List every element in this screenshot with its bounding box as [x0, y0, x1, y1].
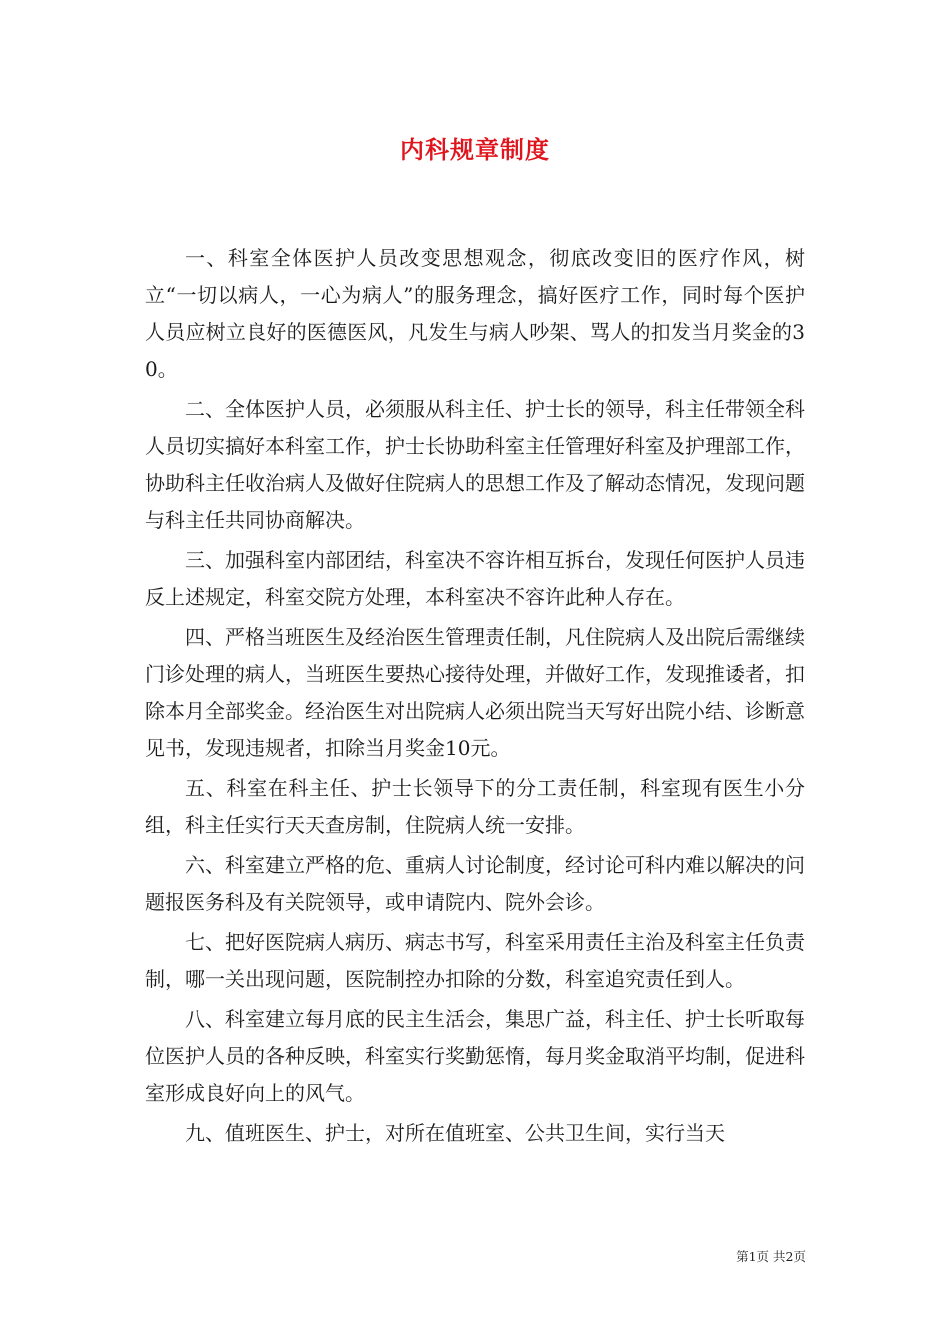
paragraph-2: 二、全体医护人员，必须服从科主任、护士长的领导，科主任带领全科人员切实搞好本科室工作，护士长协助科室主任管理好科室及护理部工作，协助科主任收治病人及做好住院病人的思想工作及了解动态情况，发现问题与科主任共同协商解决。 [145, 397, 805, 532]
paragraph-3: 三、加强科室内部团结，科室决不容许相互拆台，发现任何医护人员违反上述规定，科室交院方处理，本科室决不容许此种人存在。 [145, 548, 805, 609]
document-title: 内科规章制度 [400, 135, 550, 164]
paragraph-4: 四、严格当班医生及经治医生管理责任制，凡住院病人及出院后需继续门诊处理的病人，当班医生要热心接待处理，并做好工作，发现推诿者，扣除本月全部奖金。经治医生对出院病人必须出院当天写好出院小结、诊断意见书，发现违规者，扣除当月奖金10元。 [145, 625, 805, 760]
document-body [145, 240, 805, 1155]
paragraph-9: 九、值班医生、护士，对所在值班室、公共卫生间，实行当天 [185, 1121, 725, 1145]
paragraph-8: 八、科室建立每月底的民主生活会，集思广益，科主任、护士长听取每位医护人员的各种反映，科室实行奖勤惩惰，每月奖金取消平均制，促进科室形成良好向上的风气。 [145, 1007, 805, 1105]
paragraph-7: 七、把好医院病人病历、病志书写，科室采用责任主治及科室主任负责制，哪一关出现问题，医院制控办扣除的分数，科室追究责任到人。 [145, 930, 805, 991]
paragraph-5: 五、科室在科主任、护士长领导下的分工责任制，科室现有医生小分组，科主任实行天天查房制，住院病人统一安排。 [145, 776, 805, 837]
paragraph-1: 一、科室全体医护人员改变思想观念，彻底改变旧的医疗作风，树立“一切以病人，一心为病人”的服务理念，搞好医疗工作，同时每个医护人员应树立良好的医德医风，凡发生与病人吵架、骂人的扣发当月奖金的30。 [145, 246, 805, 381]
paragraph-6: 六、科室建立严格的危、重病人讨论制度，经讨论可科内难以解决的问题报医务科及有关院领导，或申请院内、院外会诊。 [145, 853, 805, 914]
page-number-footer: 第1页 共2页 [736, 1249, 806, 1264]
